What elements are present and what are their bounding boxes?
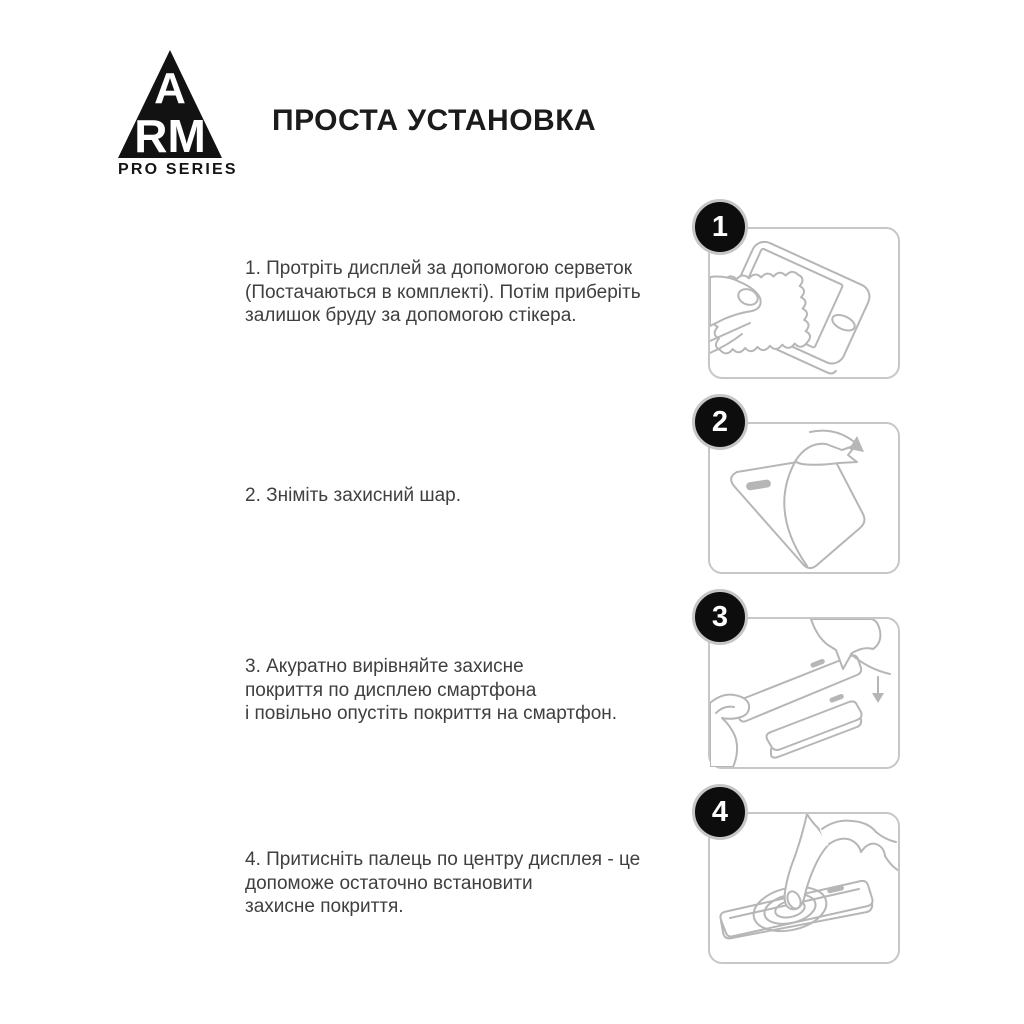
instruction-line: 2. Зніміть захисний шар. — [245, 485, 462, 506]
page-title: ПРОСТА УСТАНОВКА — [272, 104, 597, 137]
step-2-number-badge: 2 — [692, 394, 748, 450]
arm-triangle-logo-icon — [112, 45, 242, 163]
logo-subtitle: PRO SERIES — [118, 161, 238, 178]
press-center-illustration — [710, 814, 898, 962]
instruction-line: і повільно опустіть покриття на смартфон. — [245, 703, 618, 724]
step-4-illustration-frame — [708, 812, 900, 964]
peel-layer-illustration — [710, 424, 898, 572]
instruction-line: 4. Притисніть палець по центру дисплея - це — [245, 849, 641, 870]
instruction-line: 1. Протріть дисплей за допомогою серветок — [245, 258, 633, 279]
step-3-number-badge: 3 — [692, 589, 748, 645]
instruction-line: (Постачаються в комплекті). Потім приберіть — [245, 281, 641, 303]
step-3-illustration-frame — [708, 617, 900, 769]
step-3-figure — [708, 600, 900, 769]
peeled-corner-flap — [796, 444, 857, 465]
down-arrow-icon — [872, 677, 884, 703]
instruction-line: залишок бруду за допомогою стікера. — [245, 305, 577, 326]
instruction-line: 3. Акуратно вирівняйте захисне — [245, 656, 524, 677]
instruction-line: покриття по дисплею смартфона — [245, 679, 537, 701]
left-hand — [710, 695, 749, 767]
instruction-line: захисне покриття. — [245, 896, 404, 917]
align-glass-illustration — [710, 619, 898, 767]
logo-letter-a: A — [154, 64, 186, 113]
wipe-display-illustration — [710, 229, 898, 377]
step-1-illustration-frame — [708, 227, 900, 379]
step-4-figure — [708, 795, 900, 964]
logo-letters-rm: RM — [134, 110, 206, 162]
step-1-figure — [708, 210, 900, 379]
step-1-instructions — [245, 257, 715, 328]
step-2-figure — [708, 405, 900, 574]
step-4-instructions — [245, 848, 715, 919]
step-2-instructions — [245, 484, 715, 508]
step-3-instructions — [245, 655, 715, 726]
instruction-line: допоможе остаточно встановити — [245, 872, 533, 894]
step-2-illustration-frame — [708, 422, 900, 574]
right-hand — [820, 819, 898, 878]
step-4-number-badge: 4 — [692, 784, 748, 840]
step-1-number-badge: 1 — [692, 199, 748, 255]
